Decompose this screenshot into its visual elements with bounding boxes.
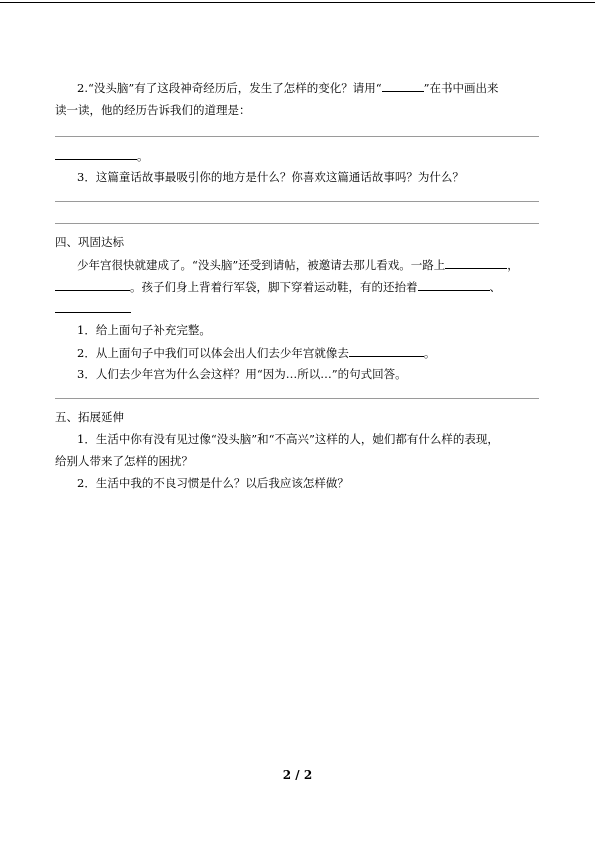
section4-item1: 1．给上面句子补充完整。 xyxy=(77,323,211,337)
q2-underline-blank[interactable] xyxy=(382,79,424,92)
q2-text-a: 2.“没头脑”有了这段神奇经历后，发生了怎样的变化？请用“ xyxy=(77,81,382,95)
para-line2-mark: 、 xyxy=(489,280,501,294)
item2-text: 2．从上面句子中我们可以体会出人们去少年宫就像去 xyxy=(77,346,349,360)
para-blank-2[interactable] xyxy=(55,278,130,291)
q2-tail-period: 。 xyxy=(137,149,149,163)
para-blank-3[interactable] xyxy=(418,278,490,291)
para-blank-1[interactable] xyxy=(445,256,507,269)
section5-item1-line1: 1．生活中你有没有见过像“没头脑”和“不高兴”这样的人，她们都有什么样的表现， xyxy=(77,432,499,446)
section5-item2: 2．生活中我的不良习惯是什么？以后我应该怎样做？ xyxy=(77,476,349,490)
q2-answer-tail xyxy=(55,147,149,164)
answer-line[interactable] xyxy=(55,201,539,202)
answer-line[interactable] xyxy=(55,223,539,224)
section4-para-line2 xyxy=(55,278,501,295)
section4-item2 xyxy=(77,344,435,361)
para-line2-text: 。孩子们身上背着行军袋，脚下穿着运动鞋，有的还抬着 xyxy=(130,280,418,294)
section5-item1-line2: 给别人带来了怎样的困扰？ xyxy=(55,454,193,468)
q3-text: 3．这篇童话故事最吸引你的地方是什么？你喜欢这篇通话故事吗？为什么？ xyxy=(77,170,464,184)
section4-item3: 3．人们去少年宫为什么会这样？用“因为…所以…”的句式回答。 xyxy=(77,367,407,381)
answer-line[interactable] xyxy=(55,136,539,137)
q2-text-b: ”在书中画出来 xyxy=(423,81,499,95)
para-line1-text: 少年宫很快就建成了。“没头脑”还受到请帖，被邀请去那儿看戏。一路上 xyxy=(77,258,446,272)
section4-para-line3 xyxy=(55,300,131,317)
item2-period: 。 xyxy=(423,346,436,360)
item2-blank[interactable] xyxy=(349,344,424,357)
section5-heading: 五、拓展延伸 xyxy=(55,410,124,424)
para-line1-comma: ， xyxy=(507,258,519,272)
section4-heading: 四、巩固达标 xyxy=(55,235,124,249)
q2-line2: 读一读，他的经历告诉我们的道理是： xyxy=(55,103,251,117)
para-blank-4[interactable] xyxy=(55,300,131,313)
answer-line[interactable] xyxy=(55,398,539,399)
q2-answer-blank[interactable] xyxy=(55,147,137,160)
page-number: 2 / 2 xyxy=(282,768,313,782)
q2-line1 xyxy=(77,79,499,96)
header-rule xyxy=(0,2,595,3)
section4-para-line1 xyxy=(77,256,519,273)
